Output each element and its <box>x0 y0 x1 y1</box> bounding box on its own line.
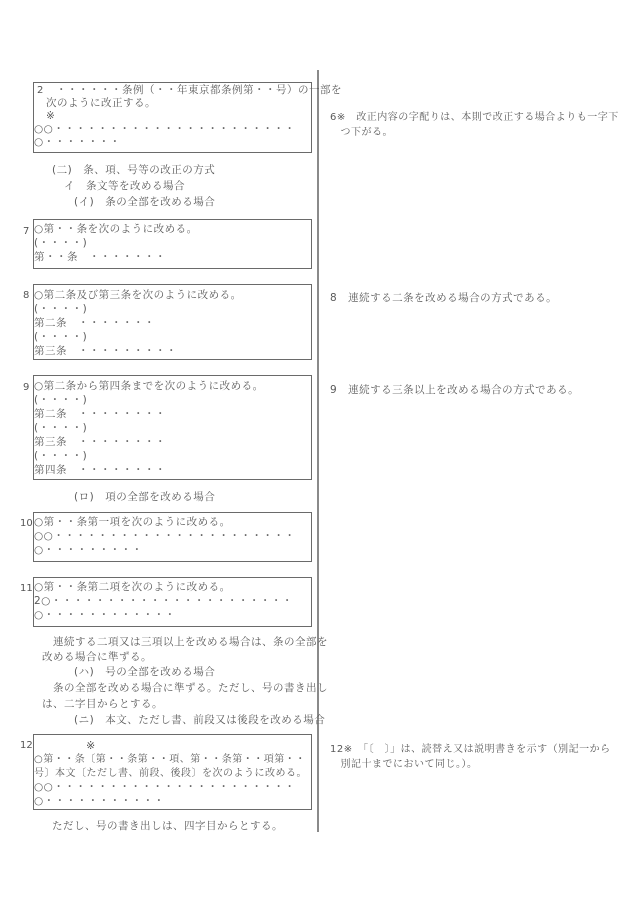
body-paragraph-line: ただし、号の書き出しは、四字目からとする。 <box>52 820 283 832</box>
box-line: ○○・・・・・・・・・・・・・・・・・・・・・・ <box>34 123 296 135</box>
item-number: 11 <box>20 583 33 594</box>
example-box-11 <box>33 577 312 627</box>
example-box-9 <box>33 375 312 480</box>
box-line: ○第二条から第四条までを次のように改める。 <box>34 380 264 392</box>
box-line: ・・・・・・条例（・・年東京都条例第・・号）の一部を <box>56 84 342 96</box>
item-number: 2 <box>37 85 44 96</box>
annotation-note-6: 6※ 改正内容の字配りは、本則で改正する場合よりも一字下 <box>330 112 619 123</box>
subsubsection-heading: (イ) 条の全部を改める場合 <box>74 196 216 208</box>
body-paragraph-line: 改める場合に準ずる。 <box>42 651 152 663</box>
box-line: 2○・・・・・・・・・・・・・・・・・・・・・・ <box>34 595 293 607</box>
annotation-note-12: 別記十までにおいて同じ。）。 <box>330 759 478 770</box>
box-line: 第二条 ・・・・・・・ <box>34 317 155 329</box>
item-number: 8 <box>23 290 30 301</box>
box-line: ○第・・条第二項を次のように改める。 <box>34 581 231 593</box>
annotation-note-12: 12※ 「〔 〕」は、読替え又は説明書きを示す（別記一から <box>330 744 611 755</box>
subsection-heading: イ 条文等を改める場合 <box>64 180 185 192</box>
body-paragraph-line: 条の全部を改める場合に準ずる。ただし、号の書き出し <box>42 682 328 694</box>
box-line: (・・・・) <box>34 422 88 434</box>
box-line: ○○・・・・・・・・・・・・・・・・・・・・・・ <box>34 530 296 542</box>
box-line: (・・・・) <box>34 394 88 406</box>
asterisk-mark: ※ <box>46 110 56 122</box>
subsubsection-heading: (ハ) 号の全部を改める場合 <box>74 666 216 678</box>
example-box-8 <box>33 284 312 360</box>
box-line: (・・・・) <box>34 303 88 315</box>
example-box-10 <box>33 512 312 562</box>
box-line: 第二条 ・・・・・・・・ <box>34 408 166 420</box>
box-line: (・・・・) <box>34 237 88 249</box>
body-paragraph-line: は、二字目からとする。 <box>42 698 163 710</box>
annotation-note-9: 9 連続する三条以上を改める場合の方式である。 <box>330 384 580 396</box>
example-box-7 <box>33 219 312 269</box>
annotation-note-6: つ下がる。 <box>330 127 393 138</box>
box-line: ○○・・・・・・・・・・・・・・・・・・・・・・ <box>34 781 296 793</box>
box-line: ○・・・・・・・ <box>34 136 121 148</box>
box-line: 第・・条 ・・・・・・・ <box>34 251 166 263</box>
item-number: 12 <box>20 740 33 751</box>
box-line: 号〕本文〔ただし書、前段、後段〕を次のように改める。 <box>34 768 307 779</box>
box-line: 次のように改正する。 <box>46 97 156 109</box>
subsubsection-heading: (ロ) 項の全部を改める場合 <box>74 491 216 503</box>
subsubsection-heading: (ニ) 本文、ただし書、前段又は後段を改める場合 <box>74 714 326 726</box>
annotation-note-8: 8 連続する二条を改める場合の方式である。 <box>330 292 558 304</box>
box-line: (・・・・) <box>34 450 88 462</box>
box-line: (・・・・) <box>34 331 88 343</box>
asterisk-mark: ※ <box>86 739 96 752</box>
body-paragraph-line: 連続する二項又は三項以上を改める場合は、条の全部を <box>42 636 328 648</box>
box-line: 第三条 ・・・・・・・・ <box>34 436 166 448</box>
box-line: ○第・・条第一項を次のように改める。 <box>34 516 231 528</box>
example-box-2 <box>33 82 342 153</box>
item-number: 10 <box>20 518 33 529</box>
box-line: 第四条 ・・・・・・・・ <box>34 464 166 476</box>
box-line: ○第・・条〔第・・条第・・項、第・・条第・・項第・・ <box>34 754 306 765</box>
item-number: 7 <box>23 226 30 237</box>
example-box-12 <box>33 734 312 810</box>
box-line: ○・・・・・・・・・ <box>34 544 143 556</box>
box-line: ○第・・条を次のように改める。 <box>34 223 198 235</box>
box-line: ○・・・・・・・・・・・・ <box>34 609 176 621</box>
box-line: ○・・・・・・・・・・・ <box>34 795 165 807</box>
section-heading: (二) 条、項、号等の改正の方式 <box>52 164 216 176</box>
box-line: ○第二条及び第三条を次のように改める。 <box>34 289 242 301</box>
item-number: 9 <box>23 382 30 393</box>
box-line: 第三条 ・・・・・・・・・ <box>34 345 177 357</box>
